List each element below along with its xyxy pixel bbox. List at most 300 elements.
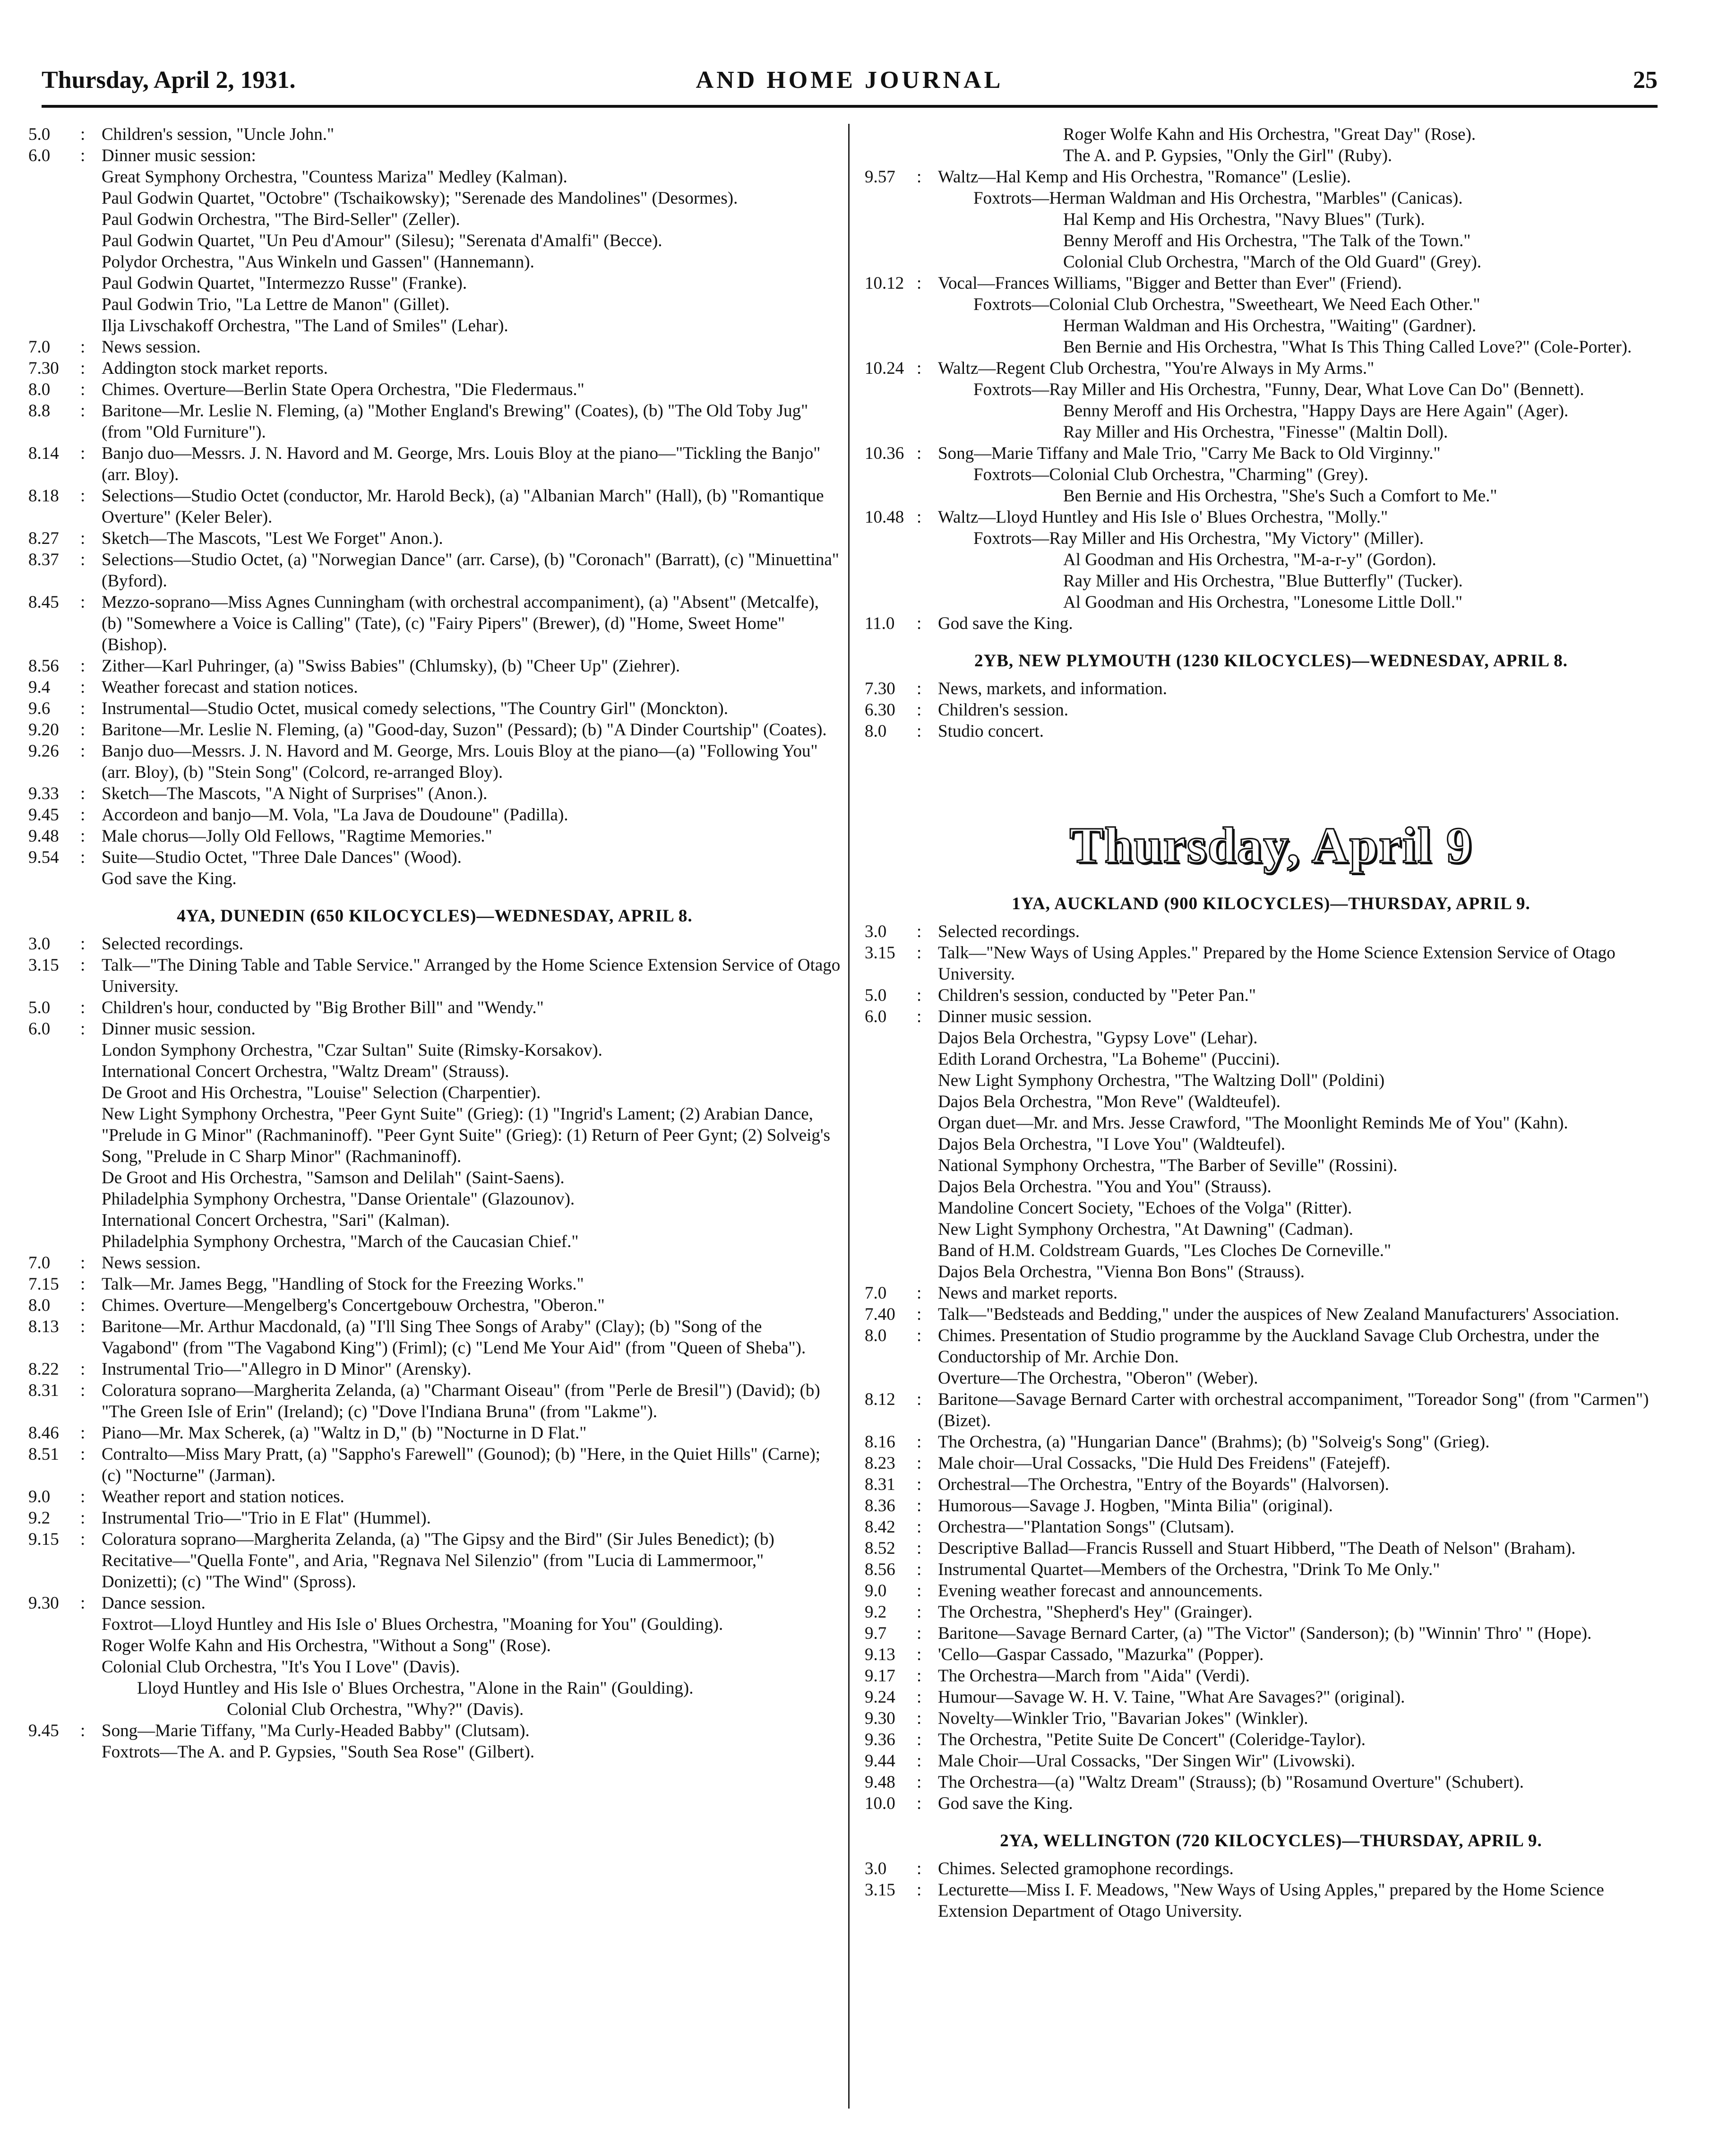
schedule-entry [28, 698, 841, 719]
program-item: New Light Symphony Orchestra, "At Dawning" (Cadman). [938, 1220, 1353, 1239]
schedule-entry [28, 1274, 841, 1295]
entry-time: 9.15 [28, 1530, 59, 1549]
schedule-entry [28, 443, 841, 485]
schedule-block [28, 1252, 841, 1614]
entry-time: 9.24 [865, 1688, 895, 1707]
entry-colon: : [917, 1602, 922, 1622]
entry-time: 6.30 [865, 700, 895, 720]
schedule-entry [28, 1444, 841, 1486]
schedule-entry [865, 1580, 1677, 1602]
dance-list [865, 379, 1677, 443]
entry-colon: : [80, 1423, 86, 1443]
schedule-entry [865, 985, 1677, 1006]
entry-colon: : [917, 444, 922, 463]
entry-time: 11.0 [865, 614, 895, 633]
schedule-entry [28, 655, 841, 677]
entry-time: 9.44 [865, 1751, 895, 1771]
entry-colon: : [917, 1539, 922, 1558]
entry-colon: : [80, 1019, 86, 1039]
schedule-entry [865, 1538, 1677, 1559]
entry-colon: : [80, 998, 86, 1017]
program-item: Mandoline Concert Society, "Echoes of the Volga" (Ritter). [938, 1198, 1352, 1218]
entry-colon: : [80, 848, 86, 867]
program-item: Dajos Bela Orchestra, "Vienna Bon Bons" (Strauss). [938, 1262, 1305, 1282]
schedule-entry [28, 549, 841, 592]
entry-colon: : [80, 337, 86, 357]
entry-colon: : [917, 1517, 922, 1537]
entry-colon: : [80, 550, 86, 569]
entry-colon: : [917, 1624, 922, 1643]
schedule-entry [865, 1729, 1677, 1750]
entry-text: Addington stock market reports. [102, 359, 328, 378]
schedule-entry [28, 740, 841, 783]
entry-colon: : [917, 1666, 922, 1686]
schedule-entry [28, 826, 841, 847]
entry-time: 6.0 [28, 146, 51, 165]
entry-text: Instrumental Trio—"Trio in E Flat" (Hummel). [102, 1508, 431, 1528]
entry-text: Contralto—Miss Mary Pratt, (a) "Sappho's Farewell" (Gounod); (b) "Here, in the Quiet Hills" (Carne); (c) "Nocturne" (Jarman). [102, 1445, 821, 1485]
entry-time: 6.0 [28, 1019, 51, 1039]
entry-time: 9.33 [28, 784, 59, 803]
program-item: Colonial Club Orchestra, "March of the Old Guard" (Grey). [1063, 252, 1482, 272]
program-item: International Concert Orchestra, "Waltz Dream" (Strauss). [102, 1062, 509, 1081]
schedule-entry [865, 1793, 1677, 1814]
entry-time: 3.0 [28, 934, 51, 954]
publication-title: AND HOME JOURNAL [696, 67, 1004, 94]
schedule-entry [865, 1602, 1677, 1623]
entry-colon: : [80, 1508, 86, 1528]
entry-text: Weather report and station notices. [102, 1487, 344, 1507]
schedule-entry [865, 1623, 1677, 1644]
left-column [28, 124, 841, 2127]
schedule-entry [865, 721, 1677, 742]
program-item: De Groot and His Orchestra, "Louise" Selection (Charpentier). [102, 1083, 541, 1102]
entry-text: News and market reports. [938, 1283, 1118, 1303]
entry-text: Studio concert. [938, 722, 1044, 741]
entry-time: 9.17 [865, 1666, 895, 1686]
schedule-entry [865, 1858, 1677, 1879]
entry-text: Waltz—Lloyd Huntley and His Isle o' Blues Orchestra, "Molly." [938, 508, 1388, 527]
entry-colon: : [80, 1253, 86, 1273]
entry-text: Children's hour, conducted by "Big Brother Bill" and "Wendy." [102, 998, 544, 1017]
entry-colon: : [917, 614, 922, 633]
overture-line: Overture—The Orchestra, "Oberon" (Weber). [938, 1369, 1258, 1388]
entry-text: Humour—Savage W. H. V. Taine, "What Are Savages?" (original). [938, 1688, 1405, 1707]
schedule-block [28, 124, 841, 166]
entry-time: 9.48 [28, 827, 59, 846]
entry-text: Chimes. Presentation of Studio programme by the Auckland Savage Club Orchestra, under the Conductorship of Mr. Archie Don. [938, 1326, 1599, 1367]
entry-text: The Orchestra—March from "Aida" (Verdi). [938, 1666, 1250, 1686]
entry-text: Baritone—Mr. Leslie N. Fleming, (a) "Good-day, Suzon" (Pessard); (b) "A Dinder Courtship" (Coates). [102, 720, 827, 740]
entry-time: 9.45 [28, 1721, 59, 1740]
program-item: Al Goodman and His Orchestra, "Lonesome Little Doll." [1063, 593, 1463, 612]
program-item: De Groot and His Orchestra, "Samson and Delilah" (Saint-Saens). [102, 1168, 565, 1188]
program-item: Dajos Bela Orchestra, "Mon Reve" (Waldteufel). [938, 1092, 1281, 1111]
program-item: Ray Miller and His Orchestra, "Finesse" (Maltin Doll). [1063, 422, 1448, 442]
program-item: Philadelphia Symphony Orchestra, "Danse Orientale" (Glazounov). [102, 1189, 575, 1209]
entry-text: Dinner music session: [102, 146, 256, 165]
program-item: Colonial Club Orchestra, "Why?" (Davis). [227, 1700, 524, 1719]
entry-colon: : [917, 508, 922, 527]
schedule-entry [865, 1431, 1677, 1453]
schedule-entry [28, 1529, 841, 1593]
entry-text: Waltz—Regent Club Orchestra, "You're Always in My Arms." [938, 359, 1375, 378]
entry-text: Coloratura soprano—Margherita Zelanda, (a) "The Gipsy and the Bird" (Sir Jules Benedict); (b) Recitative—"Quella Fonte", and Aria, "Regnava Nel Silenzio" (from "Lucia di Lammermoor," Donizetti); (c) "The Wind" (Spross). [102, 1530, 774, 1592]
entry-text: Male Choir—Ural Cossacks, "Der Singen Wir" (Livowski). [938, 1751, 1356, 1771]
entry-time: 7.0 [28, 337, 51, 357]
entry-colon: : [917, 1305, 922, 1324]
entry-text: Banjo duo—Messrs. J. N. Havord and M. George, Mrs. Louis Bloy at the piano—"Tickling the Banjo" (arr. Bloy). [102, 444, 821, 484]
entry-text: Orchestral—The Orchestra, "Entry of the Boyards" (Halvorsen). [938, 1475, 1389, 1494]
entry-time: 5.0 [865, 986, 887, 1005]
masthead [42, 66, 1658, 108]
entry-colon: : [80, 1360, 86, 1379]
entry-time: 9.57 [865, 167, 895, 187]
program-item: Philadelphia Symphony Orchestra, "March of the Caucasian Chief." [102, 1232, 579, 1251]
program-item: Ben Bernie and His Orchestra, "She's Such a Comfort to Me." [1063, 486, 1497, 506]
schedule-entry [28, 933, 841, 955]
entry-colon: : [917, 679, 922, 698]
program-item: Benny Meroff and His Orchestra, "Happy Days are Here Again" (Ager). [1063, 401, 1569, 421]
entry-text: Children's session. [938, 700, 1068, 720]
entry-time: 9.36 [865, 1730, 895, 1749]
entry-time: 8.42 [865, 1517, 895, 1537]
entry-colon: : [917, 1560, 922, 1579]
dance-list [865, 464, 1677, 507]
station-heading-2yb: 2YB, NEW PLYMOUTH (1230 KILOCYCLES)—WEDNESDAY, APRIL 8. [974, 651, 1568, 671]
entry-text: Baritone—Mr. Leslie N. Fleming, (a) "Mother England's Brewing" (Coates), (b) "The Old Toby Jug" (from "Old Furniture"). [102, 401, 808, 442]
program-item: Foxtrots—Colonial Club Orchestra, "Charming" (Grey). [973, 465, 1368, 484]
program-item: Paul Godwin Orchestra, "The Bird-Seller" (Zeller). [102, 210, 460, 229]
entry-colon: : [917, 722, 922, 741]
schedule-entry [28, 379, 841, 400]
program-item: Paul Godwin Quartet, "Intermezzo Russe" (Franke). [102, 274, 467, 293]
schedule-block [865, 358, 1677, 379]
entry-time: 9.0 [865, 1581, 887, 1601]
entry-time: 9.4 [28, 678, 51, 697]
schedule-entry [865, 507, 1677, 528]
program-item: Dajos Bela Orchestra. "You and You" (Strauss). [938, 1177, 1272, 1197]
program-item: Organ duet—Mr. and Mrs. Jesse Crawford, "The Moonlight Reminds Me of You" (Kahn). [938, 1113, 1568, 1133]
entry-text: Instrumental—Studio Octet, musical comedy selections, "The Country Girl" (Monckton). [102, 699, 728, 718]
entry-colon: : [80, 656, 86, 676]
entry-colon: : [917, 1730, 922, 1749]
entry-text: News, markets, and information. [938, 679, 1167, 698]
dance-list [28, 1614, 841, 1720]
entry-text: Orchestra—"Plantation Songs" (Clutsam). [938, 1517, 1235, 1537]
entry-colon: : [80, 1593, 86, 1613]
entry-time: 8.12 [865, 1390, 895, 1409]
schedule-entry [865, 1772, 1677, 1793]
entry-time: 8.36 [865, 1496, 895, 1515]
schedule-block [28, 933, 841, 1040]
entry-time: 10.24 [865, 359, 904, 378]
entry-time: 8.31 [865, 1475, 895, 1494]
entry-text: Male chorus—Jolly Old Fellows, "Ragtime Memories." [102, 827, 492, 846]
schedule-entry [865, 1453, 1677, 1474]
entry-time: 9.7 [865, 1624, 887, 1643]
schedule-entry [28, 1720, 841, 1741]
schedule-entry [865, 942, 1677, 985]
entry-text: Waltz—Hal Kemp and His Orchestra, "Romance" (Leslie). [938, 167, 1351, 187]
program-item: Foxtrots—Colonial Club Orchestra, "Sweetheart, We Need Each Other." [973, 295, 1480, 314]
schedule-entry [865, 1325, 1677, 1368]
entry-text: Selected recordings. [938, 922, 1080, 941]
last-line: Foxtrots—The A. and P. Gypsies, "South Sea Rose" (Gilbert). [102, 1742, 535, 1762]
schedule-entry [28, 1486, 841, 1507]
right-column [865, 124, 1677, 2127]
entry-text: Coloratura soprano—Margherita Zelanda, (a) "Charmant Oiseau" (from "Perle de Bresil") (David); (b) "The Green Isle of Erin" (Ireland); (c) "Dove l'Indiana Bruna" (from "Lakme"). [102, 1381, 820, 1421]
entry-text: God save the King. [938, 1794, 1073, 1813]
schedule-entry [865, 1879, 1677, 1922]
entry-text: Evening weather forecast and announcements. [938, 1581, 1263, 1601]
entry-time: 8.0 [865, 1326, 887, 1345]
entry-time: 7.40 [865, 1305, 895, 1324]
entry-text: Humorous—Savage J. Hogben, "Minta Bilia" (original). [938, 1496, 1333, 1515]
entry-colon: : [917, 359, 922, 378]
program-item: National Symphony Orchestra, "The Barber of Seville" (Rossini). [938, 1156, 1398, 1175]
schedule-entry [28, 145, 841, 166]
entry-time: 3.0 [865, 1859, 887, 1878]
program-item: Paul Godwin Trio, "La Lettre de Manon" (Gillet). [102, 295, 450, 314]
entry-text: Children's session, "Uncle John." [102, 125, 335, 144]
schedule-entry [865, 699, 1677, 721]
schedule-block [28, 1720, 841, 1741]
entry-text: The Orchestra, "Shepherd's Hey" (Grainger). [938, 1602, 1253, 1622]
schedule-entry [28, 1252, 841, 1274]
entry-colon: : [917, 1326, 922, 1345]
entry-colon: : [80, 380, 86, 399]
entry-text: Baritone—Savage Bernard Carter with orchestral accompaniment, "Toreador Song" (from "Carmen") (Bizet). [938, 1390, 1649, 1430]
program-item: The A. and P. Gypsies, "Only the Girl" (Ruby). [1063, 146, 1392, 165]
program-item: Roger Wolfe Kahn and His Orchestra, "Without a Song" (Rose). [102, 1636, 551, 1655]
schedule-entry [28, 1018, 841, 1040]
entry-text: Chimes. Overture—Mengelberg's Concertgebouw Orchestra, "Oberon." [102, 1296, 605, 1315]
schedule-entry [28, 400, 841, 443]
entry-time: 8.46 [28, 1423, 59, 1443]
schedule-entry [865, 613, 1677, 634]
entry-time: 8.8 [28, 401, 51, 421]
entry-time: 5.0 [28, 125, 51, 144]
day-heading: Thursday, April 9 [1069, 818, 1473, 874]
entry-text: Song—Marie Tiffany, "Ma Curly-Headed Babby" (Clutsam). [102, 1721, 530, 1740]
entry-colon: : [917, 1390, 922, 1409]
entry-time: 9.45 [28, 805, 59, 825]
entry-colon: : [917, 943, 922, 963]
schedule-entry [28, 1380, 841, 1422]
schedule-entry [28, 783, 841, 804]
entry-time: 10.48 [865, 508, 904, 527]
schedule-entry [865, 166, 1677, 188]
program-item: London Symphony Orchestra, "Czar Sultan" Suite (Rimsky-Korsakov). [102, 1041, 602, 1060]
entry-text: Dinner music session. [938, 1007, 1092, 1026]
entry-text: The Orchestra, "Petite Suite De Concert" (Coleridge-Taylor). [938, 1730, 1366, 1749]
entry-text: Dance session. [102, 1593, 206, 1613]
entry-text: Descriptive Ballad—Francis Russell and Stuart Hibberd, "The Death of Nelson" (Braham). [938, 1539, 1576, 1558]
page-number: 25 [1633, 67, 1658, 94]
station-heading-4ya: 4YA, DUNEDIN (650 KILOCYCLES)—WEDNESDAY, APRIL 8. [177, 906, 693, 926]
dance-list [865, 124, 1677, 166]
schedule-entry [865, 921, 1677, 942]
entry-colon: : [80, 486, 86, 506]
schedule-entry [28, 677, 841, 698]
schedule-entry [28, 485, 841, 528]
entry-time: 8.56 [28, 656, 59, 676]
schedule-block [865, 921, 1677, 1027]
entry-time: 3.15 [865, 1880, 895, 1900]
schedule-entry [28, 804, 841, 826]
entry-text: News session. [102, 1253, 201, 1273]
entry-colon: : [917, 922, 922, 941]
entry-text: Chimes. Overture—Berlin State Opera Orchestra, "Die Fledermaus." [102, 380, 584, 399]
program-item: Colonial Club Orchestra, "It's You I Love" (Davis). [102, 1657, 460, 1677]
entry-colon: : [80, 827, 86, 846]
entry-time: 8.18 [28, 486, 59, 506]
schedule-block [865, 613, 1677, 634]
entry-text: Talk—"New Ways of Using Apples." Prepared by the Home Science Extension Service of Otago University. [938, 943, 1616, 984]
entry-time: 5.0 [28, 998, 51, 1017]
schedule-entry [865, 1474, 1677, 1495]
schedule-entry [28, 1359, 841, 1380]
schedule-entry [865, 1559, 1677, 1580]
program-item: Lloyd Huntley and His Isle o' Blues Orchestra, "Alone in the Rain" (Goulding). [137, 1679, 694, 1698]
entry-time: 9.30 [865, 1709, 895, 1728]
program-item: Dajos Bela Orchestra, "I Love You" (Waldteufel). [938, 1135, 1286, 1154]
schedule-block [865, 507, 1677, 528]
entry-colon: : [80, 593, 86, 612]
program-item: Edith Lorand Orchestra, "La Boheme" (Puccini). [938, 1050, 1280, 1069]
entry-colon: : [80, 1274, 86, 1294]
entry-colon: : [917, 1007, 922, 1026]
program-item: Foxtrots—Ray Miller and His Orchestra, "My Victory" (Miller). [973, 529, 1424, 548]
program-item: Ben Bernie and His Orchestra, "What Is This Thing Called Love?" (Cole-Porter). [1063, 337, 1632, 357]
entry-time: 8.14 [28, 444, 59, 463]
entry-time: 8.0 [28, 380, 51, 399]
schedule-block [865, 1389, 1677, 1814]
program-item: Foxtrots—Herman Waldman and His Orchestra, "Marbles" (Canicas). [973, 189, 1463, 208]
entry-time: 8.16 [865, 1432, 895, 1452]
entry-time: 8.45 [28, 593, 59, 612]
schedule-block [865, 443, 1677, 464]
schedule-entry [28, 1593, 841, 1614]
schedule-entry [28, 1422, 841, 1444]
entry-colon: : [917, 1709, 922, 1728]
entry-colon: : [80, 1487, 86, 1507]
schedule-entry [865, 1644, 1677, 1665]
entry-time: 3.15 [28, 956, 59, 975]
station-heading-2ya: 2YA, WELLINGTON (720 KILOCYCLES)—THURSDAY, APRIL 9. [1000, 1831, 1542, 1851]
entry-text: Selections—Studio Octet, (a) "Norwegian Dance" (arr. Carse), (b) "Coronach" (Barratt), (c) "Minuettina" (Byford). [102, 550, 839, 591]
schedule-entry [865, 443, 1677, 464]
entry-text: Mezzo-soprano—Miss Agnes Cunningham (with orchestral accompaniment), (a) "Absent" (Metcalfe), (b) "Somewhere a Voice is Calling" (Tate), (c) "Fairy Pipers" (Brewer), (d) "Home, Sweet Home" (Bishop). [102, 593, 819, 654]
entry-colon: : [80, 678, 86, 697]
schedule-entry [865, 1665, 1677, 1687]
program-item: Paul Godwin Quartet, "Un Peu d'Amour" (Silesu); "Serenata d'Amalfi" (Becce). [102, 231, 662, 250]
entry-colon: : [917, 274, 922, 293]
entry-text: Piano—Mr. Max Scherek, (a) "Waltz in D," (b) "Nocturne in D Flat." [102, 1423, 587, 1443]
entry-time: 8.27 [28, 529, 59, 548]
entry-text: Talk—"The Dining Table and Table Service." Arranged by the Home Science Extension Service of Otago University. [102, 956, 841, 996]
dance-list [865, 528, 1677, 613]
schedule-entry [865, 1006, 1677, 1027]
entry-text: The Orchestra, (a) "Hungarian Dance" (Brahms); (b) "Solveig's Song" (Grieg). [938, 1432, 1490, 1452]
entry-text: Baritone—Savage Bernard Carter, (a) "The Victor" (Sanderson); (b) "Winnin' Thro' " (Hope). [938, 1624, 1592, 1643]
program-item: International Concert Orchestra, "Sari" (Kalman). [102, 1211, 450, 1230]
entry-time: 8.37 [28, 550, 59, 569]
header-rule [42, 105, 1658, 108]
entry-time: 8.22 [28, 1360, 59, 1379]
entry-text: Sketch—The Mascots, "Lest We Forget" Anon.). [102, 529, 443, 548]
entry-colon: : [80, 1530, 86, 1549]
entry-colon: : [917, 1794, 922, 1813]
schedule-entry [865, 1687, 1677, 1708]
entry-text: Dinner music session. [102, 1019, 256, 1039]
entry-colon: : [80, 359, 86, 378]
entry-text: Novelty—Winkler Trio, "Bavarian Jokes" (Winkler). [938, 1709, 1308, 1728]
entry-colon: : [80, 956, 86, 975]
entry-text: The Orchestra—(a) "Waltz Dream" (Strauss); (b) "Rosamund Overture" (Schubert). [938, 1773, 1524, 1792]
dance-list [865, 294, 1677, 358]
entry-time: 9.30 [28, 1593, 59, 1613]
program-item: Foxtrots—Ray Miller and His Orchestra, "Funny, Dear, What Love Can Do" (Bennett). [973, 380, 1584, 399]
entry-time: 7.15 [28, 1274, 59, 1294]
entry-colon: : [917, 1432, 922, 1452]
schedule-entry [28, 997, 841, 1018]
schedule-entry [28, 955, 841, 997]
entry-text: Accordeon and banjo—M. Vola, "La Java de Doudoune" (Padilla). [102, 805, 568, 825]
program-item: New Light Symphony Orchestra, "The Waltzing Doll" (Poldini) [938, 1071, 1385, 1090]
entry-colon: : [80, 1381, 86, 1400]
entry-text: God save the King. [938, 614, 1073, 633]
schedule-entry [28, 336, 841, 358]
entry-time: 8.56 [865, 1560, 895, 1579]
entry-time: 9.54 [28, 848, 59, 867]
entry-text: Song—Marie Tiffany and Male Trio, "Carry Me Back to Old Virginny." [938, 444, 1441, 463]
program-item: Polydor Orchestra, "Aus Winkeln und Gassen" (Hannemann). [102, 252, 534, 272]
entry-colon: : [80, 401, 86, 421]
entry-colon: : [917, 1645, 922, 1664]
schedule-entry [28, 528, 841, 549]
schedule-entry [28, 592, 841, 655]
entry-text: Selected recordings. [102, 934, 243, 954]
entry-colon: : [80, 125, 86, 144]
schedule-entry [28, 124, 841, 145]
entry-colon: : [80, 741, 86, 761]
entry-text: Baritone—Mr. Arthur Macdonald, (a) "I'll Sing Thee Songs of Araby" (Clay); (b) "Song of the Vagabond" (from "The Vagabond King") (Friml); (c) "Lend Me Your Aid" (from "Queen of Sheba"). [102, 1317, 806, 1358]
program-item: New Light Symphony Orchestra, "Peer Gynt Suite" (Grieg): (1) "Ingrid's Lament; (2) Arabian Dance, "Prelude in G Minor" (Rachmaninoff). "Peer Gynt Suite" (Grieg): (1) Return of Peer Gynt; (2) Solveig's Song, "Prelude in C Sharp Minor" (Rachmaninoff). [102, 1104, 830, 1166]
entry-time: 9.26 [28, 741, 59, 761]
entry-time: 9.13 [865, 1645, 895, 1664]
program-item: Great Symphony Orchestra, "Countess Mariza" Medley (Kalman). [102, 167, 567, 187]
dinner-music-list [28, 166, 841, 336]
schedule-entry [865, 1283, 1677, 1304]
entry-time: 8.52 [865, 1539, 895, 1558]
entry-colon: : [917, 700, 922, 720]
entry-text: Vocal—Frances Williams, "Bigger and Better than Ever" (Friend). [938, 274, 1402, 293]
entry-text: News session. [102, 337, 201, 357]
entry-text: Instrumental Trio—"Allegro in D Minor" (Arensky). [102, 1360, 472, 1379]
program-item: Ray Miller and His Orchestra, "Blue Butterfly" (Tucker). [1063, 571, 1463, 591]
entry-colon: : [917, 1496, 922, 1515]
entry-time: 9.6 [28, 699, 51, 718]
entry-time: 3.15 [865, 943, 895, 963]
entry-colon: : [80, 1317, 86, 1336]
schedule-entry [28, 1316, 841, 1359]
entry-text: Instrumental Quartet—Members of the Orchestra, "Drink To Me Only." [938, 1560, 1440, 1579]
schedule-block [865, 166, 1677, 188]
program-item: Al Goodman and His Orchestra, "M-a-r-y" (Gordon). [1063, 550, 1436, 569]
entry-colon: : [80, 934, 86, 954]
